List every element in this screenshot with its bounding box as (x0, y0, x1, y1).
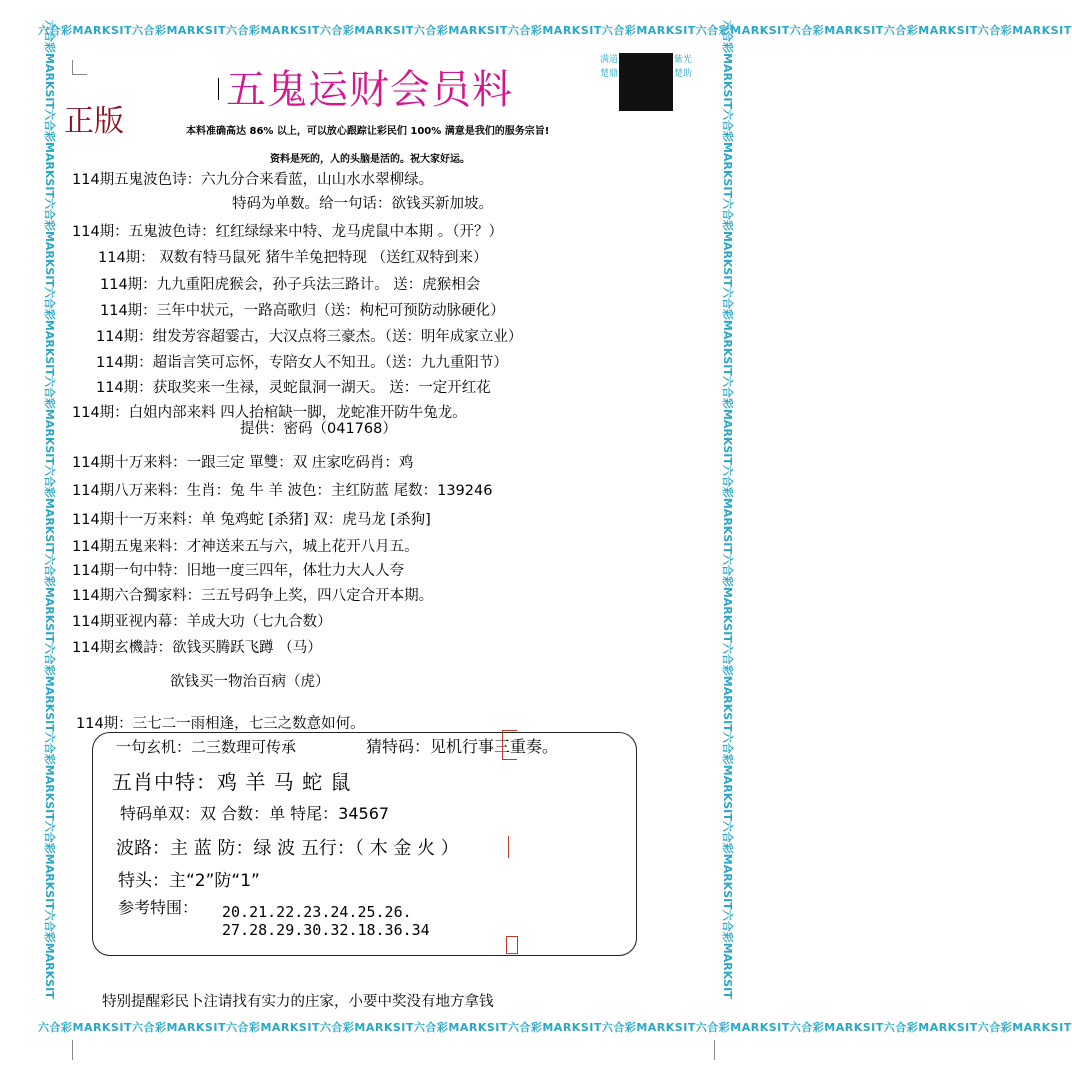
red-mark (502, 730, 517, 760)
line-lucky-snake: 114期：获取奖来一生禄，灵蛇鼠洞一湖天。 送：一定开红花 (96, 380, 491, 396)
corner-mark (72, 1040, 87, 1060)
reference-range-label: 参考特围： (118, 898, 199, 917)
text-cursor (218, 78, 219, 100)
corner-mark (72, 60, 87, 75)
line-special-odd: 特码为单数。给一句话：欲钱买新加坡。 (232, 196, 493, 212)
stamp-left-text: 满道楚鼎 (600, 55, 619, 79)
right-border-watermark: 六合彩MARKSIT六合彩MARKSIT六合彩MARKSIT六合彩MARKSIT六合彩MARKSIT六合彩MARKSIT六合彩MARKSIT六合彩MARKSIT六合彩MARKSIT六合彩MARKSIT六合彩MARKSIT (721, 20, 734, 999)
line-three-seven: 114期：三七二一雨相逢，七三之数意如何。 (76, 716, 365, 732)
line-mystery-poem: 114期玄機詩：欲钱买腾跃飞蹲 （马） (72, 640, 322, 656)
guess-special: 猜特码：见机行事三重奏。 (366, 737, 559, 756)
authentic-badge: 正版 (64, 104, 124, 139)
corner-mark (700, 1040, 715, 1060)
mystery-phrase: 一句玄机：二三数理可传承 (116, 738, 297, 756)
seal-stamp (600, 53, 692, 111)
red-mark (508, 836, 519, 858)
reference-range-row1: 20.21.22.23.24.25.26. (222, 903, 412, 921)
line-red-green-poem: 114期：五鬼波色诗：红红绿绿来中特、龙马虎鼠中本期 。（开？） (72, 224, 504, 240)
line-110k-source: 114期十一万来料：单 兔鸡蛇 [杀猪] 双：虎马龙 [杀狗] (72, 512, 431, 528)
line-top-scholar: 114期：三年中状元，一路高歌归（送：枸杞可预防动脉硬化） (100, 303, 505, 319)
line-double-ninth: 114期：九九重阳虎猴会，孙子兵法三路计。 送：虎猴相会 (100, 277, 481, 293)
five-zodiac: 五肖中特：鸡 羊 马 蛇 鼠 (112, 770, 352, 794)
line-80k-source: 114期八万来料：生肖：兔 牛 羊 波色：主红防蓝 尾数：139246 (72, 483, 493, 499)
line-one-sentence: 114期一句中特：旧地一度三四年，体壮力大人人夸 (72, 563, 405, 579)
bottom-border-watermark: 六合彩MARKSIT六合彩MARKSIT六合彩MARKSIT六合彩MARKSIT六合彩MARKSIT六合彩MARKSIT六合彩MARKSIT六合彩MARKSIT六合彩MARKSIT六合彩MARKSIT六合彩MARKSIT (38, 1021, 1072, 1034)
subtitle-accuracy: 本料准确高达 86% 以上，可以放心跟踪让彩民们 100% 满意是我们的服务宗旨! (186, 126, 550, 137)
subtitle-good-luck: 资料是死的，人的头脑是活的。祝大家好运。 (270, 154, 470, 165)
footer-warning: 特别提醒彩民卜注请找有实力的庄家，小要中奖没有地方拿钱 (102, 994, 494, 1010)
wave-elements: 波路：主 蓝 防：绿 波 五行：（ 木 金 火 ） (116, 838, 459, 859)
top-border-watermark: 六合彩MARKSIT六合彩MARKSIT六合彩MARKSIT六合彩MARKSIT六合彩MARKSIT六合彩MARKSIT六合彩MARKSIT六合彩MARKSIT六合彩MARKSIT六合彩MARKSIT六合彩MARKSIT (38, 24, 1072, 37)
line-100k-source: 114期十万来料：一跟三定 單雙：双 庄家吃码肖：鸡 (72, 455, 414, 471)
left-border-watermark: 六合彩MARKSIT六合彩MARKSIT六合彩MARKSIT六合彩MARKSIT六合彩MARKSIT六合彩MARKSIT六合彩MARKSIT六合彩MARKSIT六合彩MARKSIT六合彩MARKSIT六合彩MARKSIT (43, 20, 56, 999)
odd-even-sum: 特码单双：双 合数：单 特尾：34567 (120, 804, 390, 823)
page-title: 五鬼运财会员料 (226, 67, 513, 113)
line-baijie-internal: 114期：白姐内部来料 四人抬棺缺一脚，龙蛇准开防牛兔龙。 (72, 405, 467, 421)
line-even-special: 114期： 双数有特马鼠死 猪牛羊兔把特现 （送红双特到来） (98, 250, 488, 266)
reference-range-row2: 27.28.29.30.32.18.36.34 (222, 921, 430, 939)
stamp-redacted-block (619, 53, 673, 111)
line-password: 提供：密码（041768） (240, 421, 397, 437)
line-liuhe-exclusive: 114期六合獨家料：三五号码争上奖，四八定合开本期。 (72, 588, 434, 604)
line-three-heroes: 114期：绀发芳容超霎古，大汉点将三豪杰。（送：明年成家立业） (96, 329, 523, 345)
line-wugui-color-poem: 114期五鬼波色诗：六九分合来看蓝，山山水水翠柳绿。 (72, 172, 434, 188)
line-atv-inside: 114期亚视内幕：羊成大功（七九合数） (72, 614, 332, 630)
red-mark (506, 936, 518, 954)
stamp-right-text: 紫光楚助 (674, 55, 693, 79)
line-wugui-source: 114期五鬼来料：才神送来五与六，城上花开八月五。 (72, 539, 419, 555)
line-cure-all: 欲钱买一物治百病（虎） (170, 674, 330, 690)
line-accompany-women: 114期：超诣言笑可忘怀，专陪女人不知丑。（送：九九重阳节） (96, 355, 508, 371)
special-head: 特头：主“2”防“1” (118, 871, 260, 891)
